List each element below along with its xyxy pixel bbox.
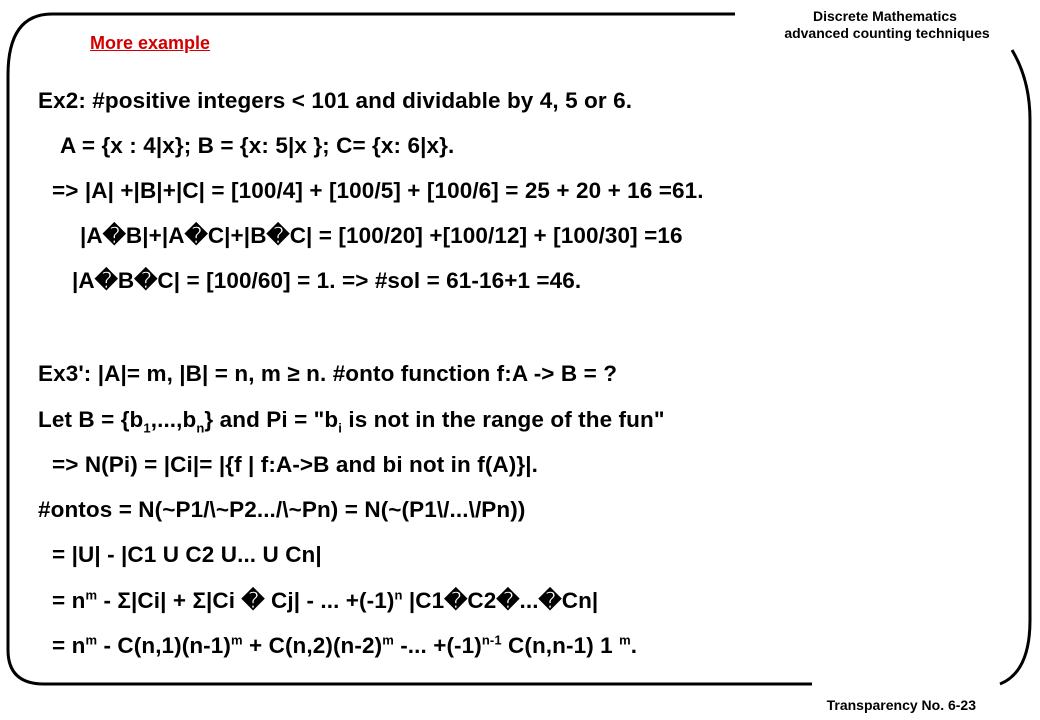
ex2-line-4: |A�B|+|A�C|+|B�C| = [100/20] +[100/12] + [100/30] =16 bbox=[80, 223, 683, 248]
ex3-line-4: #ontos = N(~P1/\~P2.../\~Pn) = N(~(P1\/...\/Pn)) bbox=[38, 497, 526, 522]
ex3-line-6: = $n^m - \Sigma|Ci| + \Sigma|Ci$ � Cj| - ... $+(-1)^n$ |C1�C2�...�Cn| bbox=[52, 587, 599, 613]
ex3-line-2: Let $B = \{b_1,...,b_n\}$ and $Pi = "b_i$ is not in the range of the fun" bbox=[38, 407, 665, 436]
course-title: Discrete Mathematics bbox=[813, 8, 957, 24]
transparency-number: Transparency No. 6-23 bbox=[826, 697, 976, 713]
ex2-line-2: A = {x : 4|x}; B = {x: 5|x }; C= {x: 6|x}. bbox=[60, 133, 455, 158]
ex3-line-1: Ex3': |A|= m, |B| = n, m ≥ n. #onto function f:A -> B = ? bbox=[38, 361, 618, 386]
ex3-line-3: => N(Pi) = |Ci|= |{f | f:A->B and bi not in f(A)}|. bbox=[52, 452, 538, 477]
ex2-line-1: Ex2: #positive integers < 101 and dividable by 4, 5 or 6. bbox=[38, 88, 633, 113]
frame-border bbox=[8, 14, 812, 684]
ex3-line-5: = |U| - |C1 U C2 U... U Cn| bbox=[52, 542, 322, 567]
topic-title: advanced counting techniques bbox=[784, 25, 990, 41]
slide-subtitle: More example bbox=[90, 33, 211, 53]
ex2-line-3: => |A| +|B|+|C| = [100/4] + [100/5] + [100/6] = 25 + 20 + 16 =61. bbox=[52, 178, 704, 203]
frame-border-right bbox=[1000, 50, 1030, 684]
ex3-line-7: = $n^m - C(n,1)(n-1)^m + C(n,2)(n-2)^m$ -... $+(-1)^{n-1}$ C(n,n-1) 1 $^m$. bbox=[52, 632, 638, 658]
ex2-line-5: |A�B�C| = [100/60] = 1. => #sol = 61-16+1 =46. bbox=[72, 268, 582, 293]
